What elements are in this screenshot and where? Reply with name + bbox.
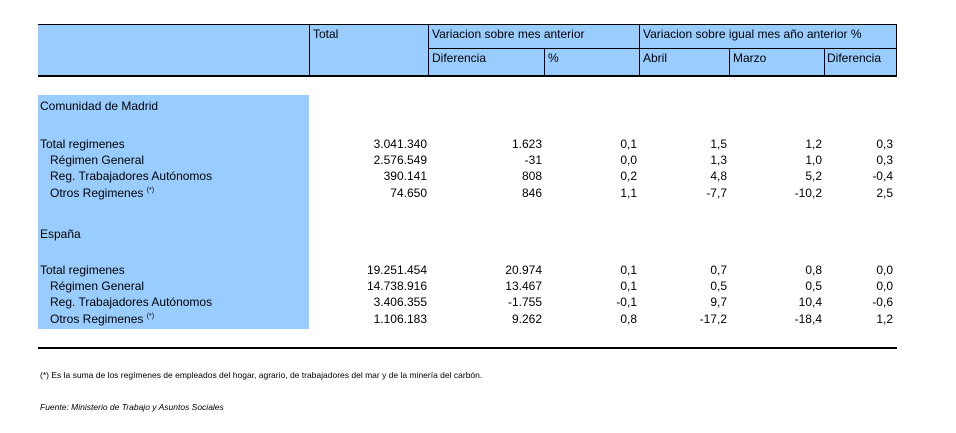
cell-total: 74.650: [390, 186, 427, 200]
header-top-rule: [38, 24, 897, 25]
cell-dif2: -0,4: [872, 169, 893, 183]
cell-pct: 0,1: [620, 263, 637, 277]
cell-abril: 9,7: [710, 295, 727, 309]
cell-pct: 0,1: [620, 279, 637, 293]
header-pct: %: [548, 51, 559, 65]
cell-dif2: 0,3: [876, 137, 893, 151]
section-title-espana: España: [40, 227, 81, 241]
cell-abril: 1,5: [710, 137, 727, 151]
cell-total: 19.251.454: [366, 263, 427, 277]
header-var-mes: Variacion sobre mes anterior: [432, 27, 585, 41]
footnote: (*) Es la suma de los regímenes de empleados del hogar, agrario, de trabajadores del mar y de la minería del carbón.: [40, 370, 483, 380]
header-vline-3: [544, 48, 545, 76]
cell-dif2: -0,6: [872, 295, 893, 309]
cell-abril: -7,7: [706, 186, 727, 200]
cell-dif: 846: [521, 186, 542, 200]
cell-pct: 0,1: [620, 137, 637, 151]
header-var-anio: Variacion sobre igual mes año anterior %: [643, 27, 862, 41]
cell-marzo: 10,4: [798, 295, 822, 309]
row-label-text: Otros Regimenes: [50, 312, 144, 326]
row-label: [50, 312, 154, 326]
cell-abril: 1,3: [710, 153, 727, 167]
cell-total: 3.041.340: [373, 137, 427, 151]
header-vline-1: [309, 24, 310, 76]
cell-pct: 1,1: [620, 186, 637, 200]
cell-abril: -17,2: [699, 312, 727, 326]
header-bottom-rule: [38, 75, 897, 77]
cell-marzo: 5,2: [805, 169, 822, 183]
header-vline-2: [428, 24, 429, 76]
cell-marzo: 1,2: [805, 137, 822, 151]
row-label: Reg. Trabajadores Autónomos: [50, 169, 213, 183]
label-column-bg: [38, 95, 309, 329]
row-label: Total regimenes: [40, 137, 125, 151]
cell-dif2: 0,0: [876, 263, 893, 277]
cell-marzo: 1,0: [805, 153, 822, 167]
cell-dif: 9.262: [511, 312, 542, 326]
row-label: Total regimenes: [40, 263, 125, 277]
header-vline-4: [639, 24, 640, 76]
row-label: Régimen General: [50, 153, 145, 167]
row-label: Reg. Trabajadores Autónomos: [50, 295, 213, 309]
row-label-text: Otros Regimenes: [50, 186, 144, 200]
cell-marzo: 0,5: [805, 279, 822, 293]
header-diferencia: Diferencia: [432, 51, 487, 65]
cell-total: 390.141: [383, 169, 427, 183]
header-label-cell: [38, 24, 309, 75]
cell-pct: -0,1: [616, 295, 637, 309]
cell-dif: 1.623: [511, 137, 542, 151]
footnote-marker: (*): [146, 187, 155, 194]
cell-total: 3.406.355: [373, 295, 427, 309]
source-note: Fuente: Ministerio de Trabajo y Asuntos Sociales: [40, 402, 224, 412]
cell-dif2: 0,0: [876, 279, 893, 293]
header-total: Total: [313, 27, 339, 41]
cell-pct: 0,2: [620, 169, 637, 183]
cell-total: 14.738.916: [366, 279, 427, 293]
cell-dif: -1.755: [507, 295, 542, 309]
header-abril: Abril: [643, 51, 668, 65]
row-label: [50, 186, 154, 200]
table-bottom-rule: [38, 347, 897, 349]
cell-abril: 4,8: [710, 169, 727, 183]
cell-pct: 0,8: [620, 312, 637, 326]
cell-dif2: 0,3: [876, 153, 893, 167]
header-diferencia2: Diferencia: [827, 51, 882, 65]
cell-total: 2.576.549: [373, 153, 427, 167]
header-vline-5: [729, 48, 730, 76]
footnote-marker: (*): [146, 313, 155, 320]
cell-marzo: -18,4: [794, 312, 822, 326]
cell-marzo: -10,2: [794, 186, 822, 200]
cell-marzo: 0,8: [805, 263, 822, 277]
header-vline-6: [824, 48, 825, 76]
row-label: Régimen General: [50, 279, 145, 293]
cell-dif: 13.467: [505, 279, 542, 293]
cell-abril: 0,5: [710, 279, 727, 293]
header-vline-7: [896, 24, 897, 76]
cell-total: 1.106.183: [373, 312, 427, 326]
header-marzo: Marzo: [733, 51, 767, 65]
cell-dif: -31: [524, 153, 542, 167]
cell-abril: 0,7: [710, 263, 727, 277]
cell-dif2: 1,2: [876, 312, 893, 326]
section-title-madrid: Comunidad de Madrid: [40, 99, 159, 113]
cell-dif: 20.974: [505, 263, 542, 277]
header-mid-rule: [428, 48, 897, 49]
cell-dif: 808: [521, 169, 542, 183]
cell-dif2: 2,5: [876, 186, 893, 200]
cell-pct: 0,0: [620, 153, 637, 167]
